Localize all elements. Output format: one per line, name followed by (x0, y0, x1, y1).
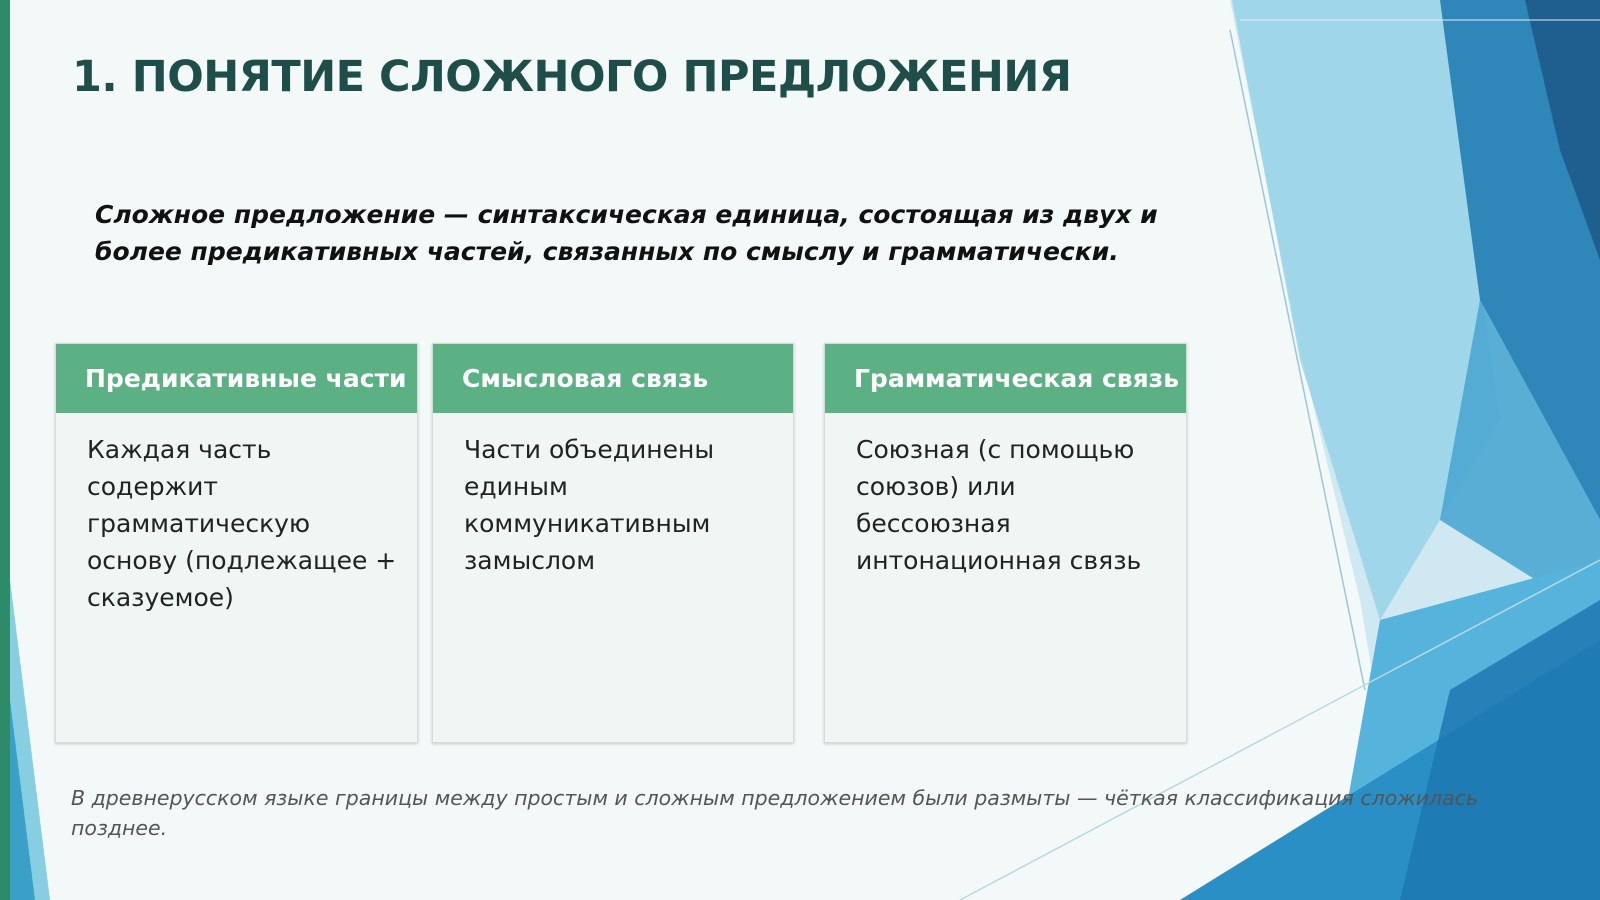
slide-title: 1. ПОНЯТИЕ СЛОЖНОГО ПРЕДЛОЖЕНИЯ (72, 52, 1072, 102)
card-header: Смысловая связь (433, 344, 793, 413)
card-semantic-link (432, 343, 794, 743)
left-accent-bar (0, 0, 10, 900)
card-body: Части объединены единым коммуникативным замыслом (464, 435, 715, 575)
card-body: Каждая часть содержит грамматическую основу (подлежащее + сказуемое) (87, 435, 397, 612)
card-predicative-parts (55, 343, 418, 743)
footnote-text: В древнерусском языке границы между простым и сложным предложением были размыты — чёткая классификация сложилась позднее. (71, 786, 1479, 840)
card-body: Союзная (с помощью союзов) или бессоюзная интонационная связь (856, 435, 1142, 575)
definition-text: Сложное предложение — синтаксическая единица, состоящая из двух и более предикативных частей, связанных по смыслу и грамматически. (95, 200, 1158, 266)
card-header: Грамматическая связь (825, 344, 1186, 413)
card-grammatical-link (824, 343, 1187, 743)
card-header: Предикативные части (56, 344, 417, 413)
